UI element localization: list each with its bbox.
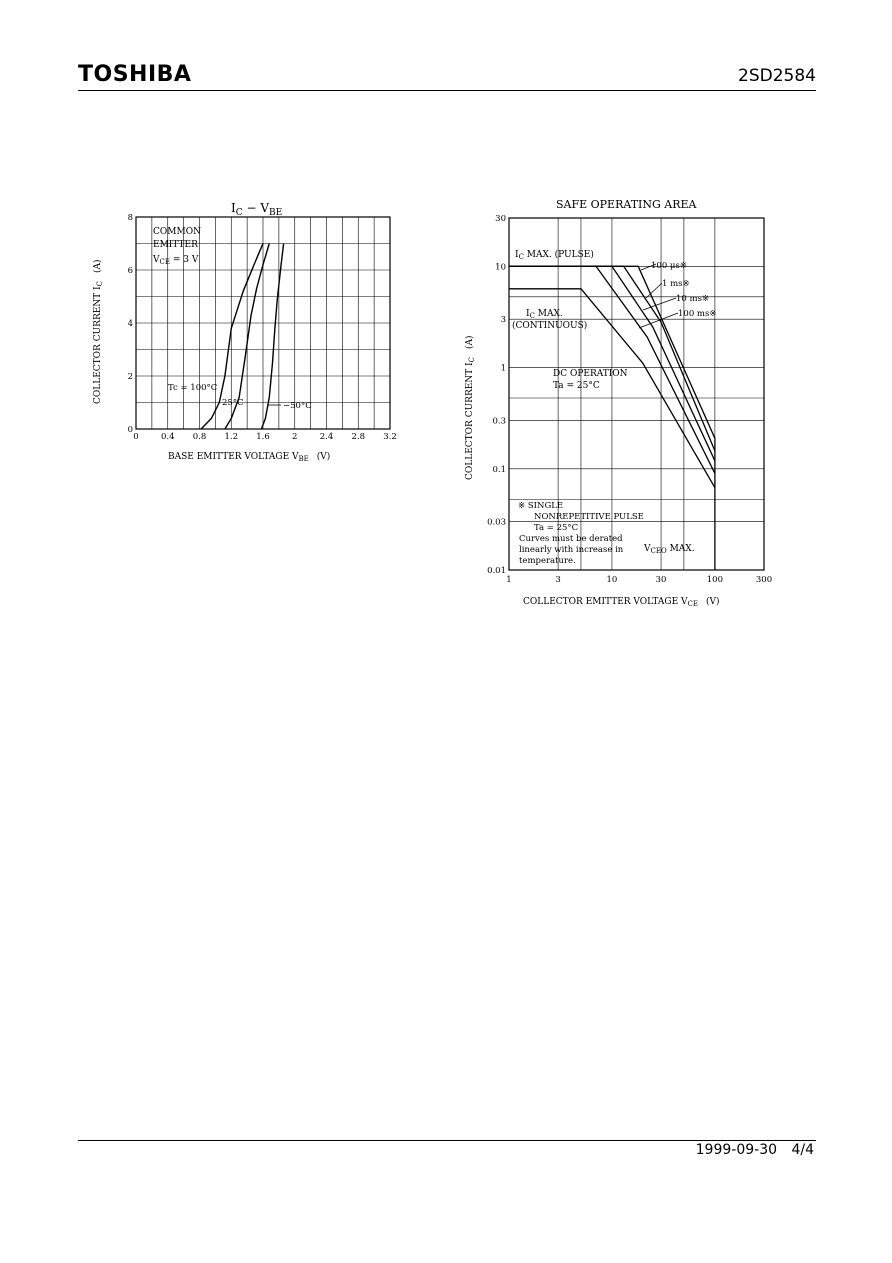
chart2-ytick-label: 30 (495, 214, 506, 224)
soa-chart (464, 198, 772, 608)
chart2-ylabel: COLLECTOR CURRENT $I_C(A)$ (465, 335, 476, 480)
chart2-xtick-label: 300 (755, 575, 773, 585)
chart2-ytick-label: 0.03 (487, 517, 506, 528)
chart2-note-line2: NONREPETITIVE PULSE (534, 512, 644, 522)
chart1-xtick-label: 2.8 (351, 432, 366, 442)
chart1-xtick-label: 1.2 (224, 432, 239, 442)
ic-vbe-chart (92, 201, 397, 463)
chart1-xtick-label: 2.4 (319, 432, 334, 442)
chart1-annotation-line3: $V_{CE} = 3$ V (153, 255, 199, 266)
chart2-dc-op-ta-label: Ta = 25°C (553, 381, 600, 391)
chart2-ytick-label: 10 (495, 262, 506, 273)
chart2-note-line4: Curves must be derated (519, 534, 623, 544)
chart2-ytick-label: 1 (500, 363, 506, 374)
brand-logo: TOSHIBA (78, 62, 192, 87)
chart1-ytick-label: 2 (127, 372, 133, 382)
chart2-1ms-label: 1 ms※ (662, 279, 690, 289)
chart1-xtick-label: 0.4 (160, 432, 175, 442)
chart2-10ms-label: 10 ms※ (676, 294, 710, 304)
chart2-ic-max-cont-label: $I_C$ MAX. (526, 309, 563, 320)
chart2-xlabel: COLLECTOR EMITTER VOLTAGE $V_{CE}$ (V) (523, 597, 720, 608)
chart1-annotation-line1: COMMON (153, 227, 201, 237)
chart2-dc-op-label: DC OPERATION (553, 369, 628, 379)
chart2-xtick-label: 100 (706, 575, 724, 585)
chart1-xtick-label: 0 (133, 432, 139, 442)
chart2-xtick-label: 3 (555, 575, 561, 585)
chart1-xtick-label: 2 (292, 432, 298, 442)
chart1-ytick-label: 6 (127, 266, 133, 276)
chart1-ylabel: COLLECTOR CURRENT $I_C(A)$ (93, 259, 104, 404)
chart2-note-line5: linearly with increase in (519, 545, 624, 555)
chart1-xtick-label: 3.2 (383, 432, 397, 442)
chart2-100us-label: 100 μs※ (651, 261, 687, 271)
chart1-ytick-label: 8 (127, 213, 133, 223)
chart1-xtick-label: 0.8 (192, 432, 207, 442)
chart1-ytick-label: 4 (127, 319, 133, 329)
chart2-ic-max-pulse-label: $I_C$ MAX. (PULSE) (515, 250, 594, 261)
chart1-xlabel: BASE EMITTER VOLTAGE $V_{BE}$ (V) (168, 452, 331, 463)
chart2-ic-max-cont-label2: (CONTINUOUS) (512, 321, 588, 331)
chart1-series-2 (261, 244, 283, 430)
chart2-ytick-label: 0.01 (487, 566, 506, 576)
chart2-note-line1: ※ SINGLE (518, 501, 564, 511)
chart1-label-100c: Tc = 100°C (168, 383, 218, 393)
chart2-leader-10ms (643, 298, 676, 310)
chart2-vceo-label: $V_{CEO}$ MAX. (644, 544, 695, 555)
chart2-xtick-label: 30 (655, 575, 667, 585)
chart2-ytick-label: 0.3 (492, 416, 506, 427)
chart1-label-m50c: −50°C (283, 401, 312, 411)
part-number: 2SD2584 (738, 66, 816, 86)
chart1-title: $I_C - V_{BE}$ (231, 201, 283, 218)
chart2-note-line3: Ta = 25°C (534, 523, 579, 533)
chart2-title: SAFE OPERATING AREA (556, 198, 697, 211)
footer-date: 1999-09-30 (695, 1142, 778, 1158)
footer (686, 1142, 814, 1158)
footer-rule (78, 1140, 816, 1141)
chart2-xtick-label: 10 (606, 575, 618, 585)
chart1-label-25c: 25°C (222, 398, 244, 408)
chart1-xtick-label: 1.6 (256, 432, 270, 442)
chart1-annotation-line2: EMITTER (153, 240, 198, 250)
footer-page: 4/4 (791, 1142, 814, 1158)
chart2-xtick-label: 1 (506, 575, 512, 585)
chart2-note-line6: temperature. (519, 556, 576, 566)
chart2-ytick-label: 0.1 (492, 464, 506, 475)
chart2-100ms-label: 100 ms※ (678, 309, 717, 319)
chart1-ytick-label: 0 (127, 425, 133, 435)
chart2-ytick-label: 3 (500, 315, 506, 326)
